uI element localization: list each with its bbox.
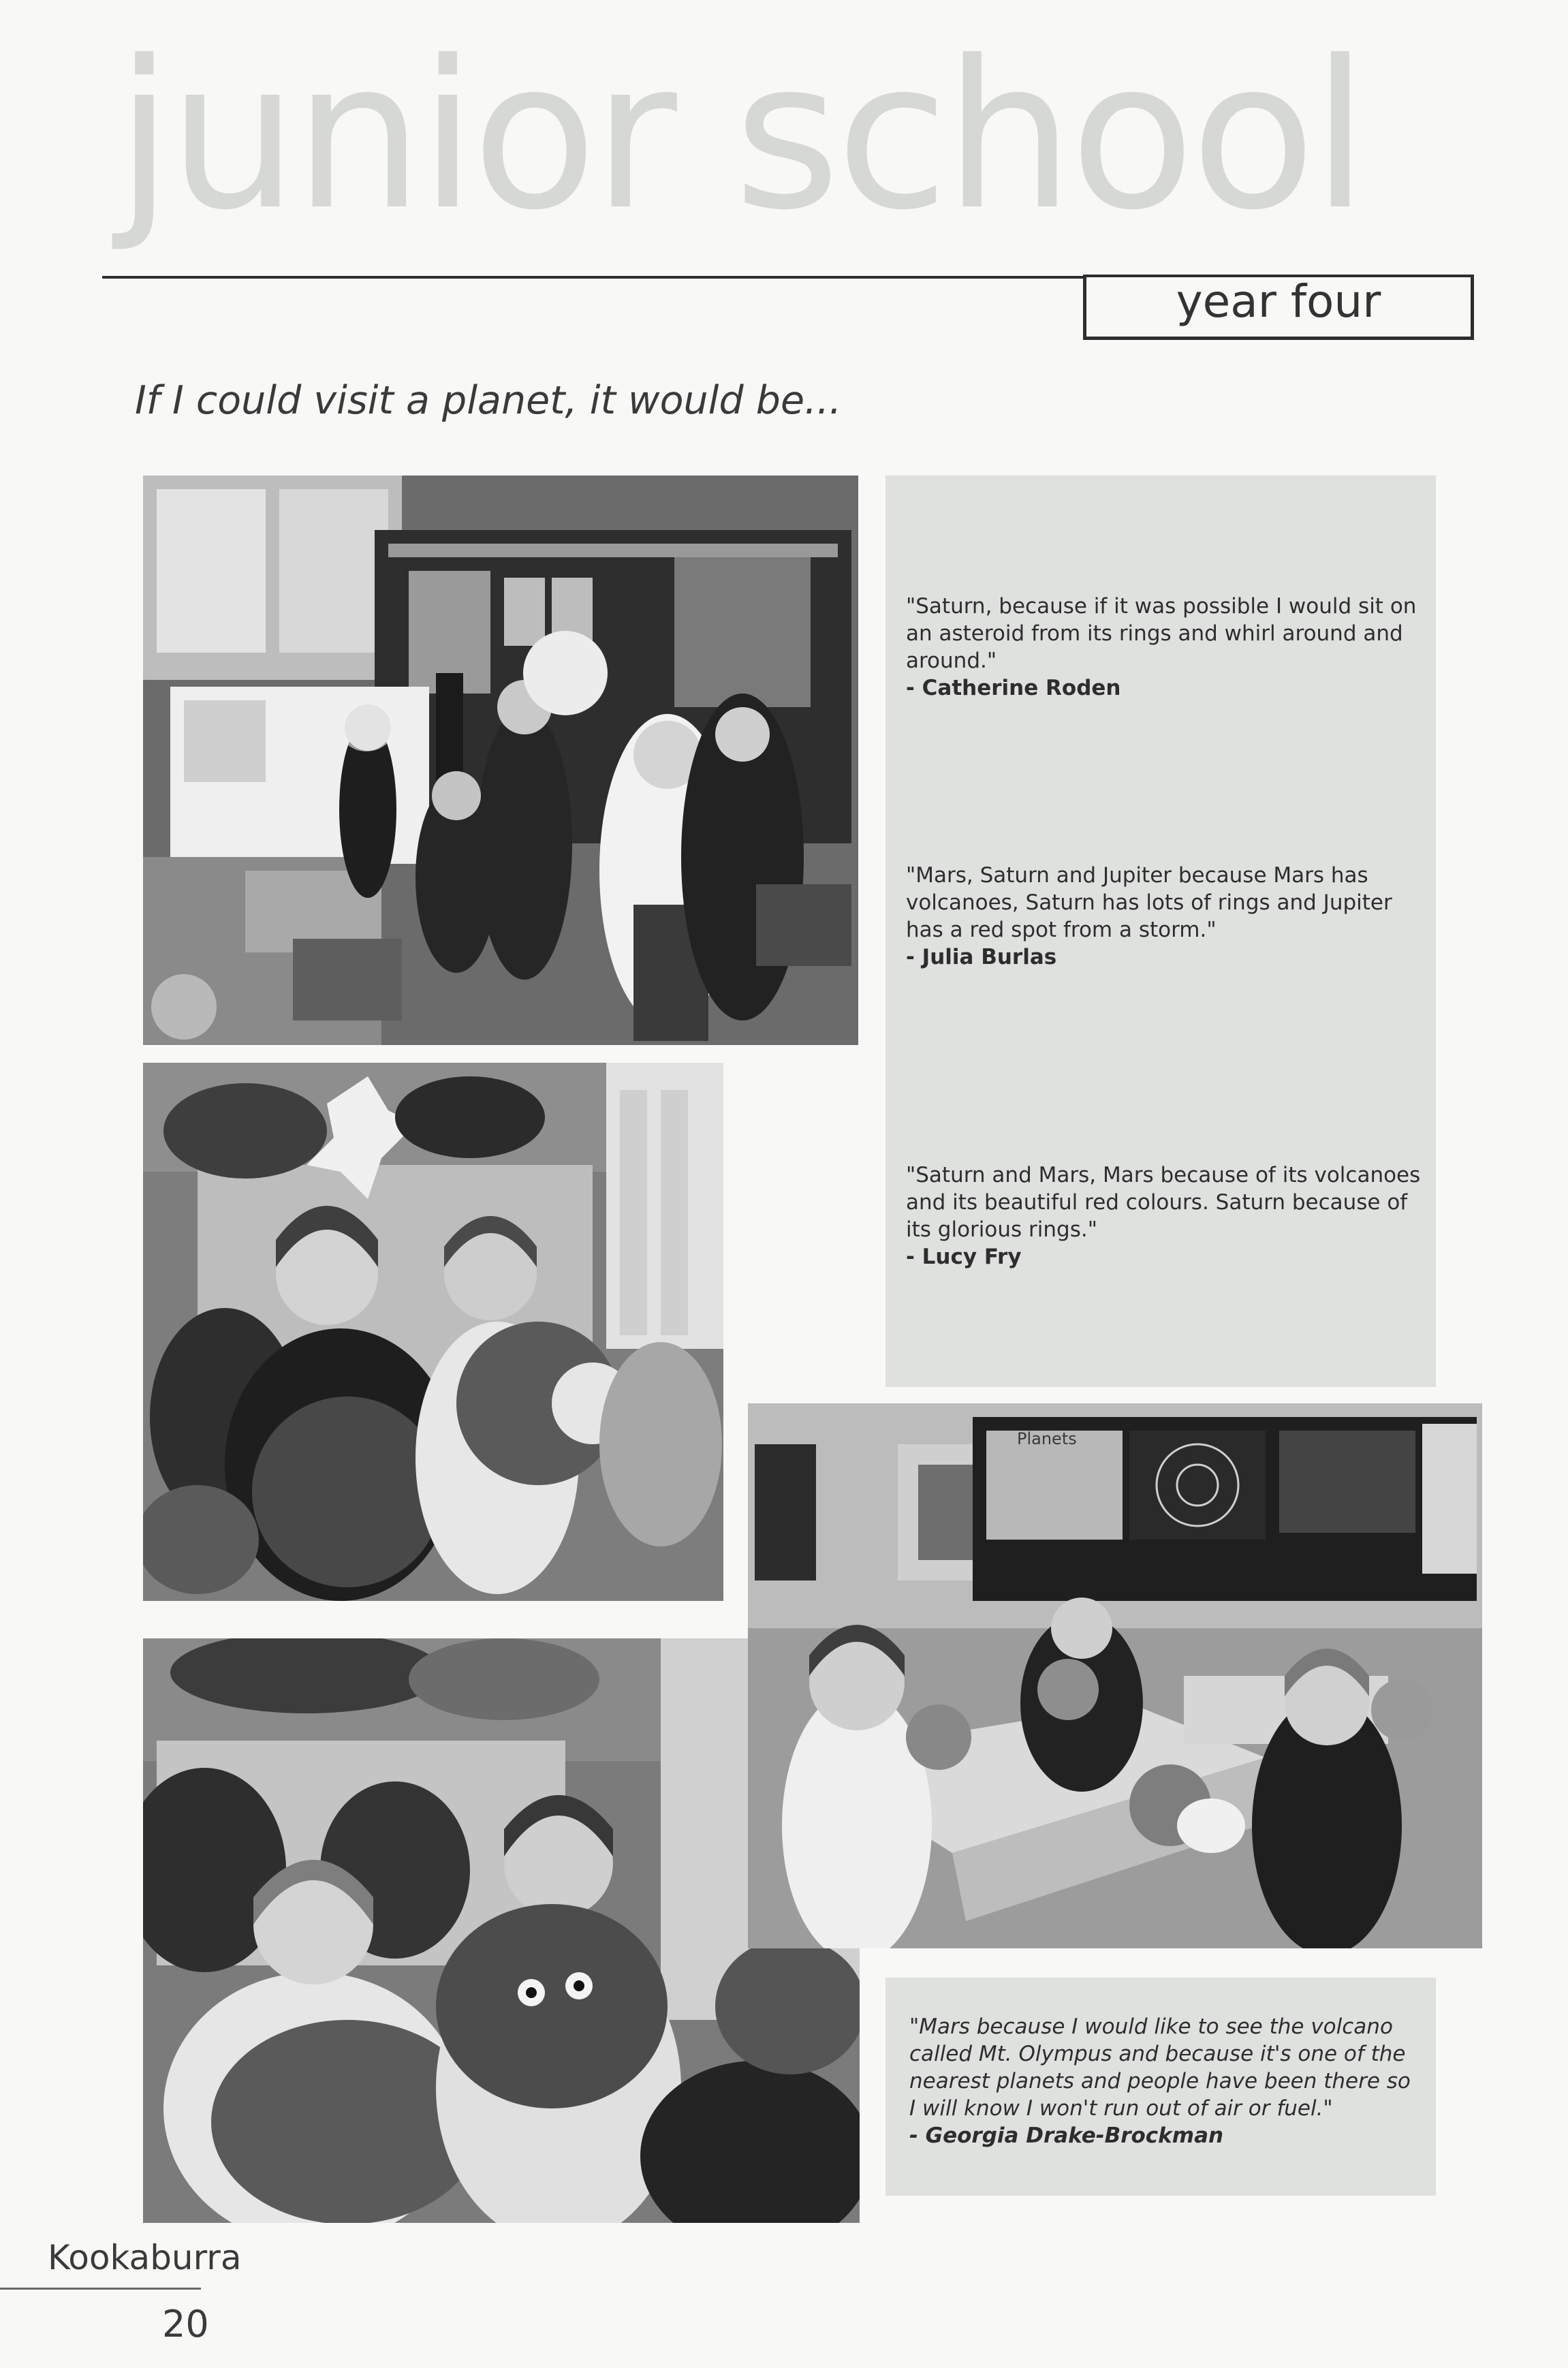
publication-name: Kookaburra (48, 2238, 242, 2277)
photo-classroom-balloons (748, 1403, 1482, 1948)
photo-girls-cushions (143, 1063, 723, 1601)
quote-author: - Julia Burlas (906, 945, 1057, 969)
quote-text: "Saturn and Mars, Mars because of its volcanoes and its beautiful red colours. Saturn because of its glorious rings." (906, 1163, 1421, 1242)
photo-classroom-planets-image (143, 476, 858, 1045)
page-number: 20 (162, 2303, 209, 2346)
photo-classroom-balloons-image (748, 1403, 1482, 1948)
page-subtitle: If I could visit a planet, it would be... (135, 378, 842, 423)
board-planets-label: Planets (1017, 1429, 1077, 1448)
quote-catherine (906, 593, 1424, 702)
quote-text: "Mars, Saturn and Jupiter because Mars has volcanoes, Saturn has lots of rings and Jupiter has a red spot from a storm." (906, 863, 1392, 942)
photo-girls-cushions-image (143, 1063, 723, 1601)
quote-author: - Georgia Drake-Brockman (909, 2123, 1224, 2148)
quote-text: "Mars because I would like to see the volcano called Mt. Olympus and because it's one of the nearest planets and people have been there so I will know I won't run out of air or fuel." (909, 2014, 1411, 2121)
quote-text: "Saturn, because if it was possible I would sit on an asteroid from its rings and whirl around and around." (906, 594, 1417, 673)
quote-author: - Lucy Fry (906, 1245, 1022, 1269)
section-title: junior school (116, 17, 1365, 255)
quote-georgia (909, 2013, 1420, 2149)
title-underline (102, 276, 1083, 279)
quote-lucy (906, 1162, 1424, 1271)
quote-author: - Catherine Roden (906, 676, 1121, 700)
quote-julia (906, 862, 1424, 971)
year-tab: year four (1083, 275, 1474, 340)
footer-rule (0, 2288, 201, 2290)
photo-classroom-planets (143, 476, 858, 1045)
